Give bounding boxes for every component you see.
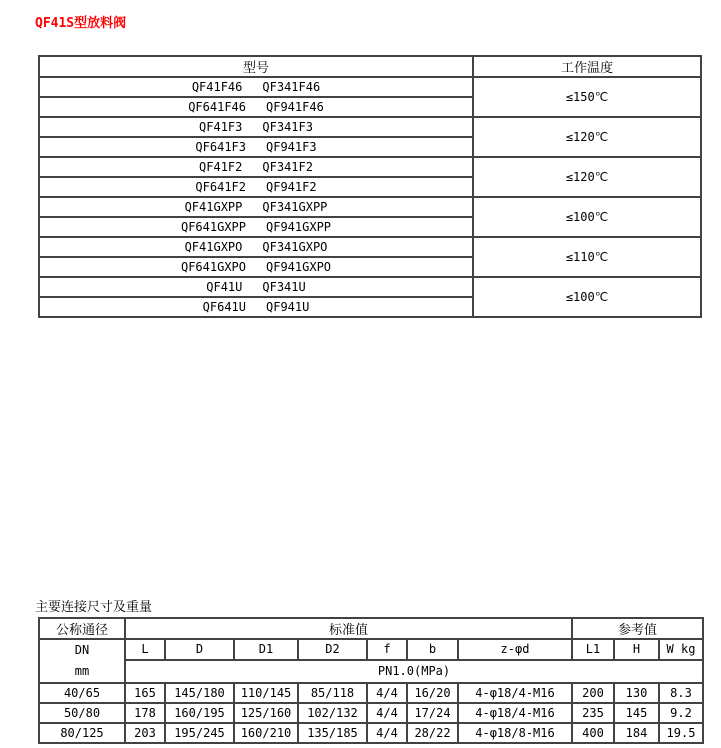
section-title-dimensions: 主要连接尺寸及重量 — [35, 600, 153, 615]
table-header-row — [39, 639, 703, 660]
model-name: QF641F3 — [195, 140, 246, 154]
column-header-reference-value: 参考值 — [572, 618, 703, 639]
column-header-working-temperature: 工作温度 — [473, 56, 701, 77]
model-cell — [39, 137, 473, 157]
cell-z-phi-d: 4-φ18/8-M16 — [458, 723, 572, 743]
table-header-row — [39, 56, 701, 77]
model-cell — [39, 277, 473, 297]
cell-dn: 40/65 — [39, 683, 125, 703]
table-header-row — [39, 660, 703, 683]
cell-b: 17/24 — [407, 703, 458, 723]
temperature-cell: ≤100℃ — [473, 197, 701, 237]
temperature-cell: ≤100℃ — [473, 277, 701, 317]
model-name: QF641F46 — [188, 100, 246, 114]
model-cell — [39, 197, 473, 217]
model-cell — [39, 237, 473, 257]
cell-L: 203 — [125, 723, 165, 743]
cell-f: 4/4 — [367, 723, 407, 743]
dimensions-weight-table — [38, 617, 704, 744]
cell-z-phi-d: 4-φ18/4-M16 — [458, 703, 572, 723]
column-header-model: 型号 — [39, 56, 473, 77]
cell-H: 130 — [614, 683, 659, 703]
temperature-cell: ≤110℃ — [473, 237, 701, 277]
model-cell — [39, 117, 473, 137]
model-cell — [39, 177, 473, 197]
model-cell — [39, 297, 473, 317]
model-cell — [39, 257, 473, 277]
model-name: QF41U — [206, 280, 243, 294]
model-name: QF41GXPP — [184, 200, 243, 214]
temperature-cell: ≤120℃ — [473, 157, 701, 197]
column-header-D2: D2 — [298, 639, 367, 660]
model-name: QF641F2 — [195, 180, 246, 194]
column-header-H: H — [614, 639, 659, 660]
column-header-z-phi-d: z-φd — [458, 639, 572, 660]
cell-D2: 102/132 — [298, 703, 367, 723]
cell-L1: 235 — [572, 703, 614, 723]
table-row — [39, 683, 703, 703]
model-name: QF341F3 — [262, 120, 313, 134]
model-name: QF941F3 — [266, 140, 317, 154]
cell-D: 160/195 — [165, 703, 234, 723]
model-name: QF41GXPO — [184, 240, 243, 254]
model-name: QF341GXPP — [262, 200, 328, 214]
model-temperature-table — [38, 55, 702, 318]
temperature-cell: ≤150℃ — [473, 77, 701, 117]
model-name: QF341F46 — [262, 80, 321, 94]
table-row — [39, 117, 701, 137]
table-header-row — [39, 618, 703, 639]
table-row — [39, 157, 701, 177]
cell-D2: 85/118 — [298, 683, 367, 703]
model-name: QF341F2 — [262, 160, 313, 174]
cell-D1: 125/160 — [234, 703, 298, 723]
column-header-D: D — [165, 639, 234, 660]
model-name: QF41F46 — [191, 80, 243, 94]
cell-H: 184 — [614, 723, 659, 743]
unit-label: mm — [74, 664, 90, 678]
column-header-f: f — [367, 639, 407, 660]
temperature-cell: ≤120℃ — [473, 117, 701, 157]
cell-z-phi-d: 4-φ18/4-M16 — [458, 683, 572, 703]
cell-D1: 160/210 — [234, 723, 298, 743]
model-name: QF941F46 — [266, 100, 324, 114]
cell-f: 4/4 — [367, 703, 407, 723]
cell-L1: 200 — [572, 683, 614, 703]
model-name: QF941GXPP — [266, 220, 332, 234]
cell-b: 28/22 — [407, 723, 458, 743]
model-cell — [39, 97, 473, 117]
table-row — [39, 723, 703, 743]
model-name: QF641GXPO — [180, 260, 246, 274]
cell-D2: 135/185 — [298, 723, 367, 743]
cell-D1: 110/145 — [234, 683, 298, 703]
model-name: QF41F3 — [199, 120, 243, 134]
cell-W-kg: 19.5 — [659, 723, 703, 743]
cell-L: 165 — [125, 683, 165, 703]
model-name: QF341U — [262, 280, 306, 294]
dn-label: DN — [74, 643, 90, 657]
model-name: QF941GXPO — [266, 260, 332, 274]
model-name: QF641GXPP — [180, 220, 246, 234]
cell-dn: 80/125 — [39, 723, 125, 743]
table-row — [39, 237, 701, 257]
model-cell — [39, 217, 473, 237]
column-header-dn-mm — [39, 639, 125, 683]
pressure-rating-cell: PN1.0(MPa) — [125, 660, 703, 683]
model-name: QF641U — [202, 300, 246, 314]
model-name: QF41F2 — [199, 160, 243, 174]
model-cell — [39, 77, 473, 97]
model-name: QF941U — [266, 300, 310, 314]
column-header-L1: L1 — [572, 639, 614, 660]
cell-D: 145/180 — [165, 683, 234, 703]
column-header-L: L — [125, 639, 165, 660]
page-title: QF41S型放料阀 — [35, 16, 127, 31]
table-row — [39, 703, 703, 723]
cell-W-kg: 8.3 — [659, 683, 703, 703]
cell-W-kg: 9.2 — [659, 703, 703, 723]
column-header-standard-value: 标准值 — [125, 618, 572, 639]
cell-L1: 400 — [572, 723, 614, 743]
cell-H: 145 — [614, 703, 659, 723]
table-row — [39, 197, 701, 217]
cell-b: 16/20 — [407, 683, 458, 703]
model-cell — [39, 157, 473, 177]
cell-f: 4/4 — [367, 683, 407, 703]
table-row — [39, 77, 701, 97]
table-row — [39, 277, 701, 297]
cell-L: 178 — [125, 703, 165, 723]
column-header-b: b — [407, 639, 458, 660]
cell-D: 195/245 — [165, 723, 234, 743]
column-header-nominal-diameter: 公称通径 — [39, 618, 125, 639]
model-name: QF941F2 — [266, 180, 317, 194]
cell-dn: 50/80 — [39, 703, 125, 723]
column-header-W-kg: W kg — [659, 639, 703, 660]
model-name: QF341GXPO — [262, 240, 328, 254]
column-header-D1: D1 — [234, 639, 298, 660]
